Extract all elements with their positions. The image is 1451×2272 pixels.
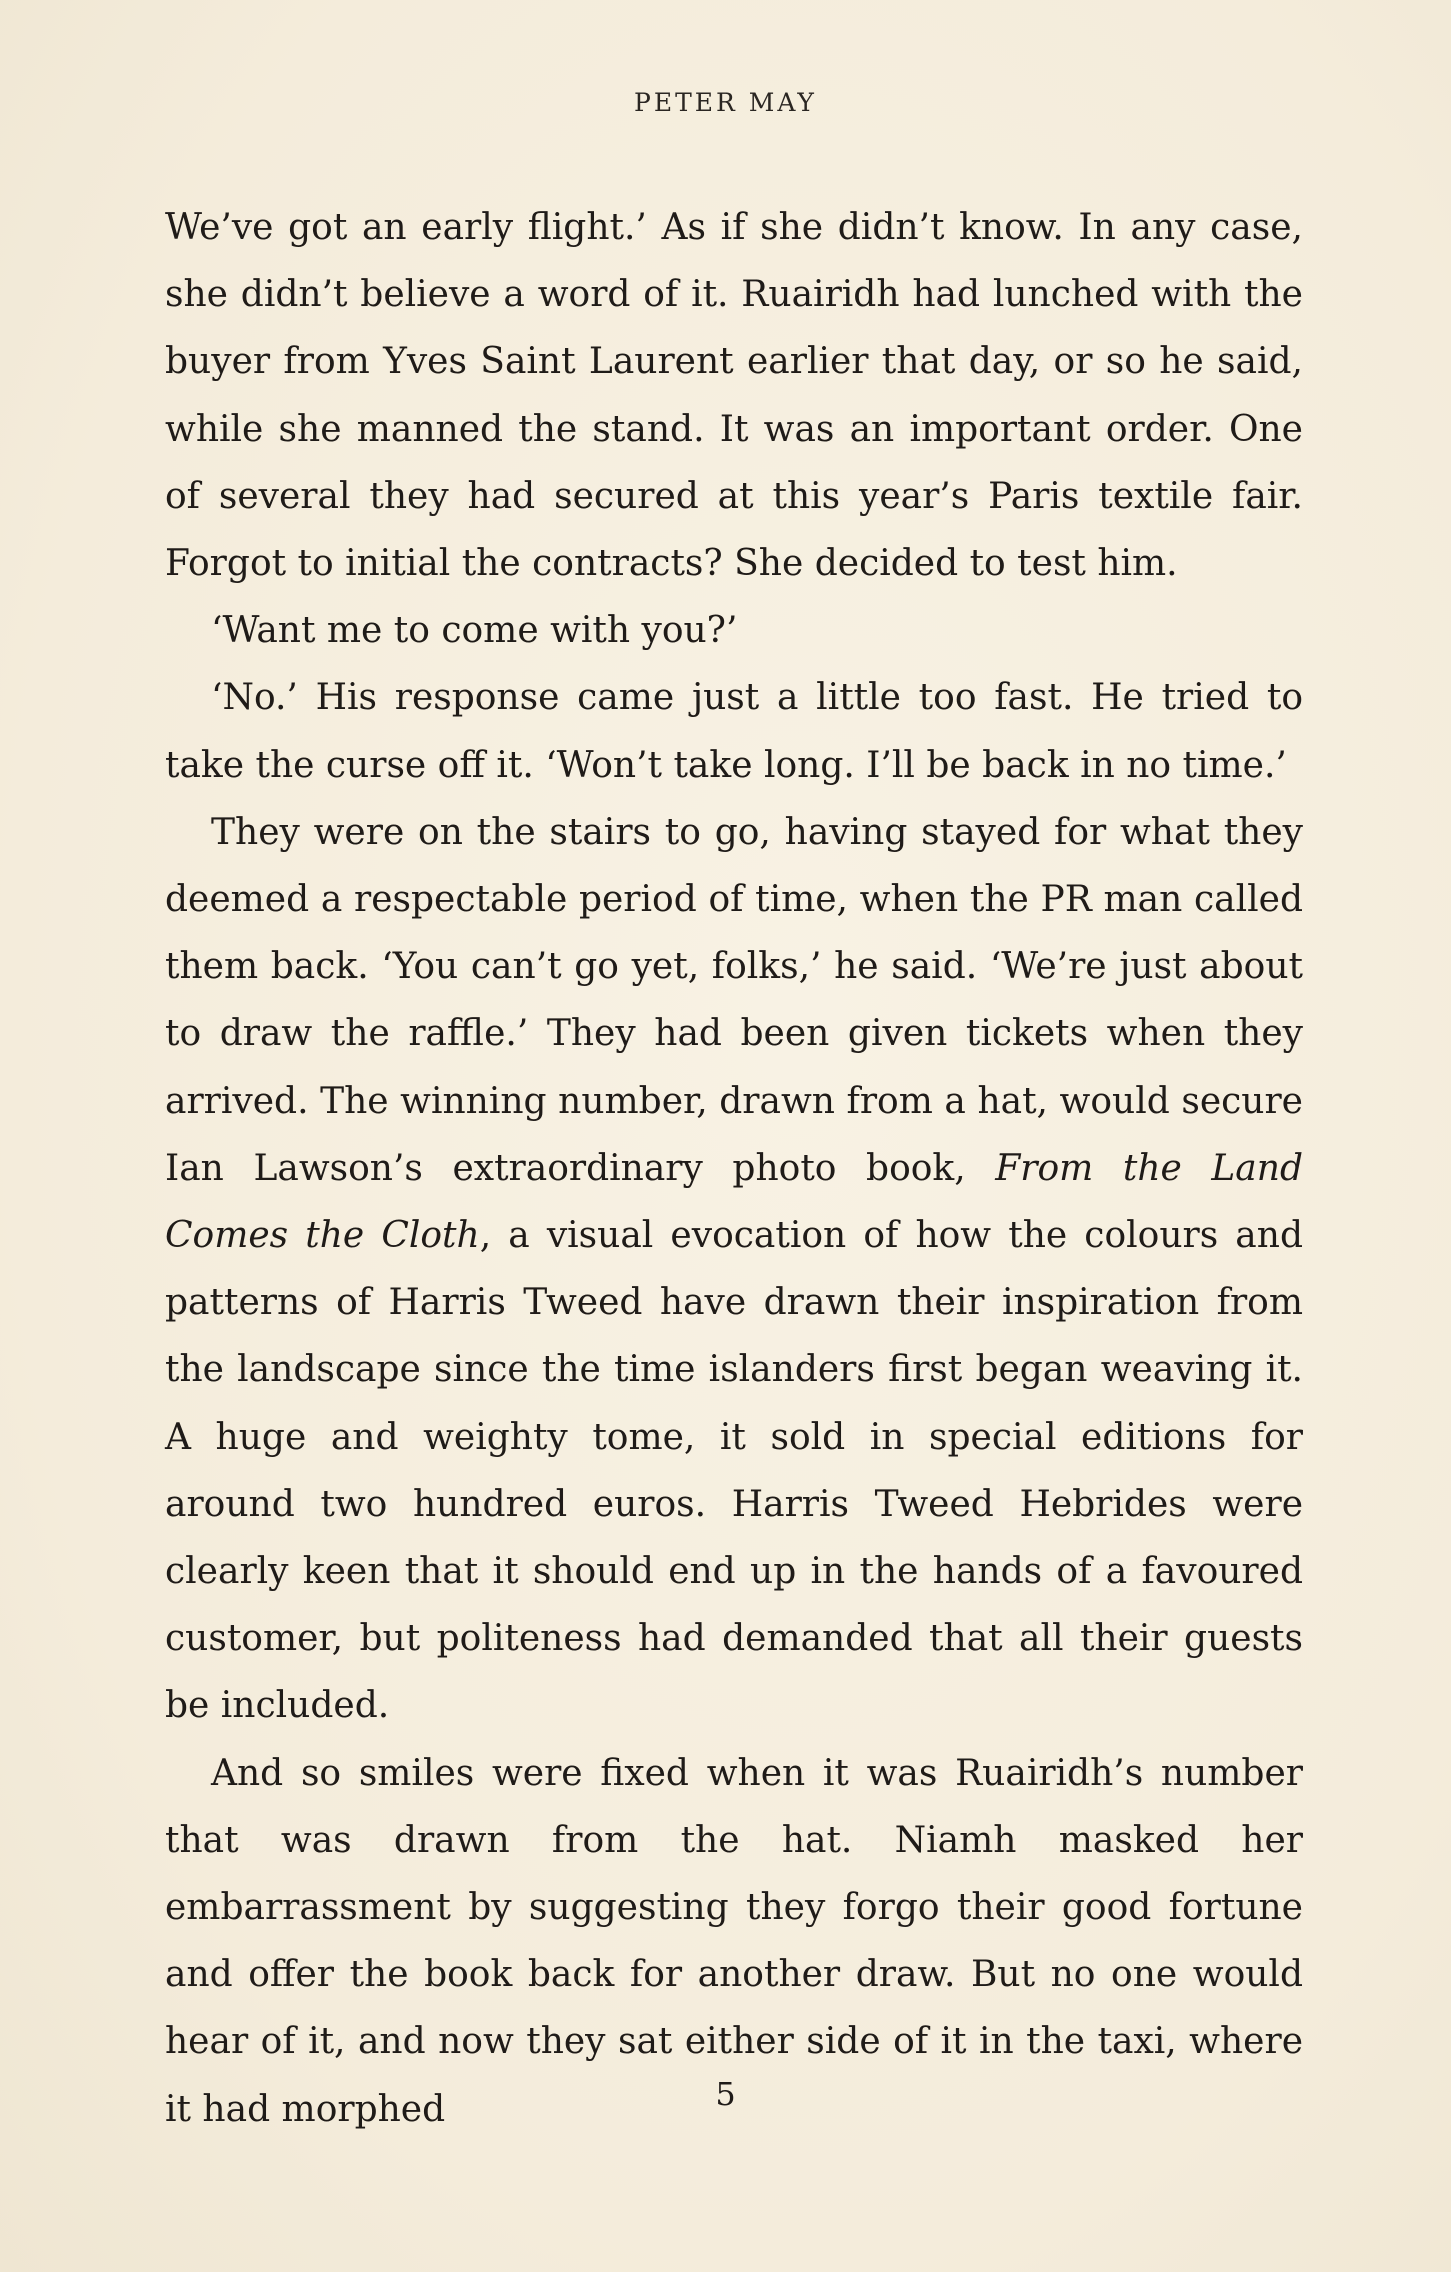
paragraph-dialogue-reply: ‘No.’ His response came just a little too fast. He tried to take the curse off it. ‘Won’t take long. I’ll be back in no time.’ — [165, 677, 1303, 786]
paragraph-dialogue: ‘Want me to come with you?’ — [211, 610, 738, 652]
page-number: 5 — [715, 2075, 736, 2113]
book-title: From the Land Comes the Cloth — [165, 1147, 1303, 1257]
body-text — [165, 194, 1303, 2143]
running-head: PETER MAY — [634, 88, 817, 117]
paragraph-text-segment: , a visual evocation of how the colours and patterns of Harris Tweed have drawn their inspiration from the landscape since the time islanders first began weaving it. A huge and weighty tome, it sold in special editions for around two hundred euros. Harris Tweed Hebrides were clearly keen that it should end up in the hands of a favoured customer, but politeness had demanded that all their guests be included. — [165, 1215, 1303, 1727]
paragraph-text-segment: They were on the stairs to go, having stayed for what they deemed a respectable period of time, when the PR man called them back. ‘You can’t go yet, folks,’ he said. ‘We’re just about to draw the raffle.’ They had been given tickets when they arrived. The winning number, drawn from a hat, would secure Ian Lawson’s extraordinary photo book, — [165, 811, 1303, 1189]
paragraph-continued: We’ve got an early flight.’ As if she didn’t know. In any case, she didn’t believe a word of it. Ruairidh had lunched with the buyer from Yves Saint Laurent earlier that day, or so he said, while she manned the stand. It was an important order. One of several they had secured at this year’s Paris textile fair. Forgot to initial the contracts? She decided to test him. — [165, 207, 1303, 585]
paragraph-raffle — [165, 799, 1303, 1740]
paragraph-draw: And so smiles were fixed when it was Ruairidh’s number that was drawn from the hat. Niamh masked her embarrassment by suggesting they forgo their good fortune and offer the book back for another draw. But no one would hear of it, and now they sat either side of it in the taxi, where it had morphed — [165, 1752, 1303, 2130]
